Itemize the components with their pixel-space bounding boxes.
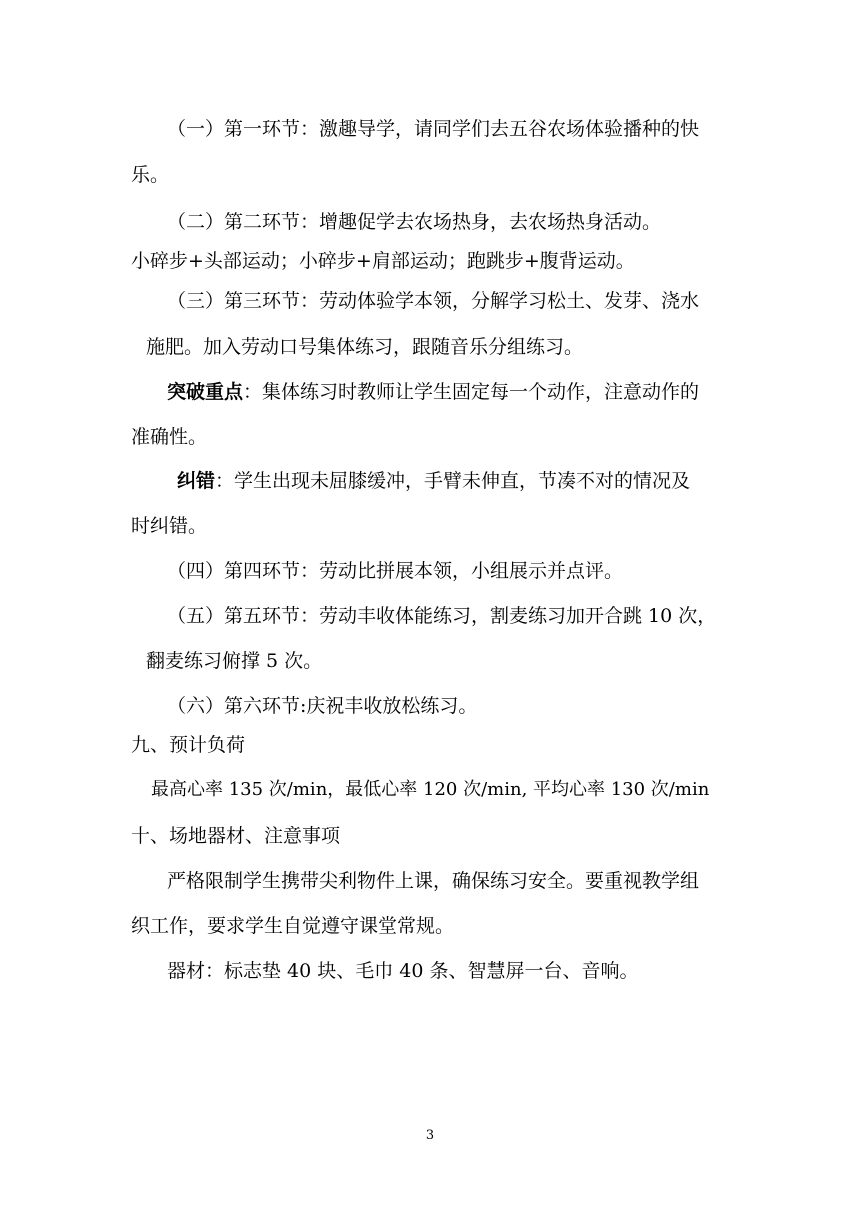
paragraph-line: 翻麦练习俯撑 5 次。 [146, 650, 323, 672]
paragraph-line: （三）第三环节：劳动体验学本领，分解学习松土、发芽、浇水 [167, 290, 700, 312]
paragraph-line: 严格限制学生携带尖利物件上课，确保练习安全。要重视教学组 [167, 870, 700, 892]
paragraph-line [167, 380, 699, 404]
paragraph-line: 准确性。 [131, 426, 208, 448]
section-heading: 十、场地器材、注意事项 [131, 825, 341, 847]
paragraph-line: （一）第一环节：激趣导学，请同学们去五谷农场体验播种的快 [167, 118, 700, 140]
paragraph-line: 织工作，要求学生自觉遵守课堂常规。 [131, 915, 455, 937]
paragraph-line: 施肥。加入劳动口号集体练习，跟随音乐分组练习。 [146, 336, 584, 358]
paragraph-text: ：学生出现未屈膝缓冲，手臂未伸直，节凑不对的情况及 [215, 470, 691, 492]
paragraph-line: 小碎步+头部运动；小碎步+肩部运动；跑跳步+腹背运动。 [131, 250, 635, 272]
paragraph-line: （六）第六环节:庆祝丰收放松练习。 [167, 695, 478, 717]
paragraph-text: ：集体练习时教师让学生固定每一个动作，注意动作的 [243, 381, 700, 403]
paragraph-line: 器材：标志垫 40 块、毛巾 40 条、智慧屏一台、音响。 [167, 960, 639, 982]
paragraph-line: （四）第四环节：劳动比拼展本领，小组展示并点评。 [167, 560, 624, 582]
emphasis-label: 纠错 [177, 470, 216, 492]
page-number: 3 [425, 1128, 435, 1143]
section-heading: 九、预计负荷 [131, 734, 246, 756]
paragraph-line [177, 469, 690, 493]
paragraph-line: （五）第五环节：劳动丰收体能练习，割麦练习加开合跳 10 次， [167, 605, 717, 627]
paragraph-line: 最高心率 135 次/min，最低心率 120 次/min, 平均心率 130 次/min [151, 779, 710, 800]
paragraph-line: （二）第二环节：增趣促学去农场热身，去农场热身活动。 [167, 211, 662, 233]
paragraph-line: 时纠错。 [131, 515, 208, 537]
paragraph-line: 乐。 [131, 164, 170, 186]
emphasis-label: 突破重点 [167, 381, 244, 403]
